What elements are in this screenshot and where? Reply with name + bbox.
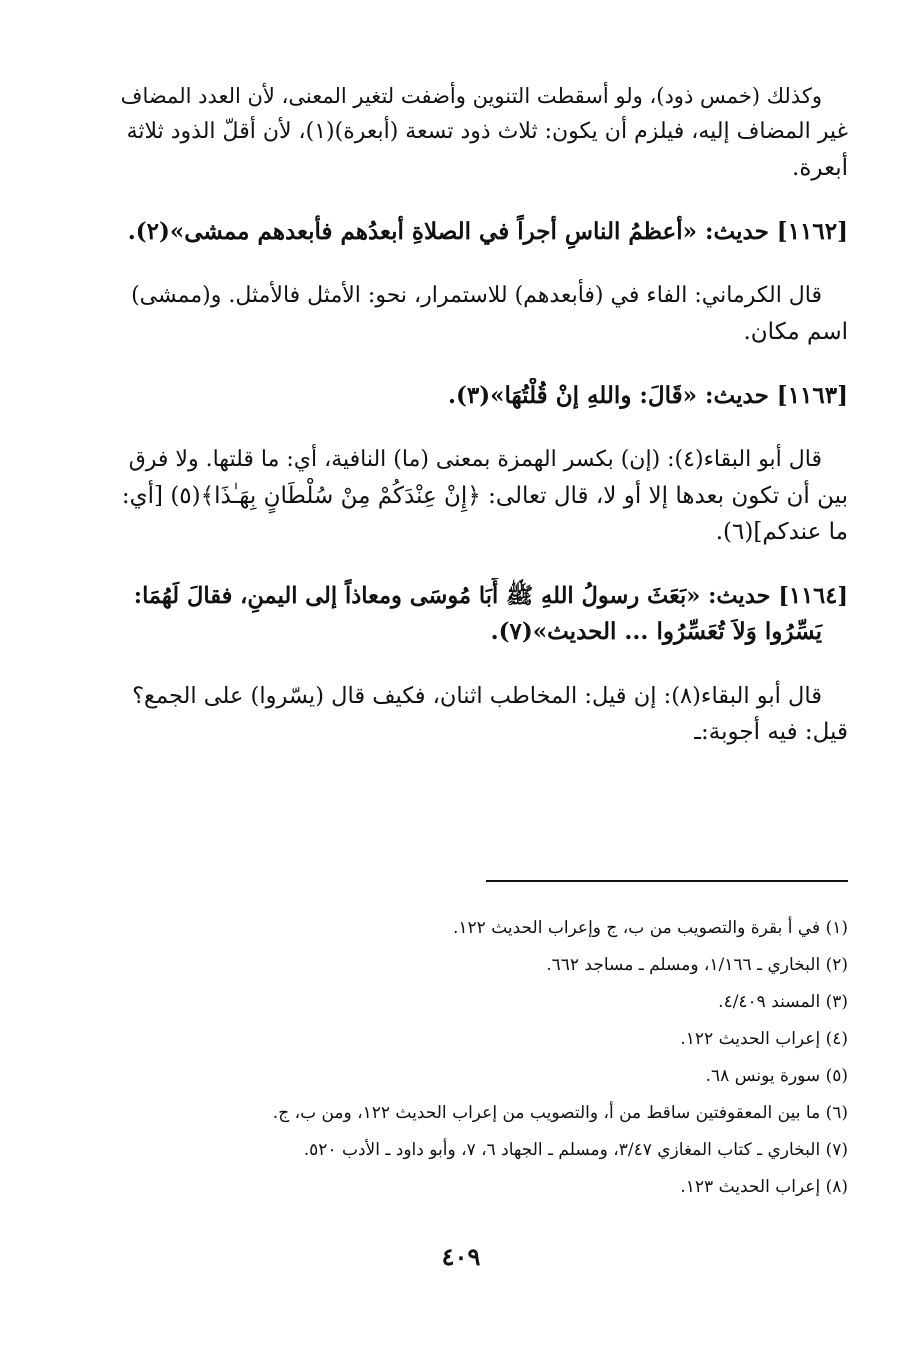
text-line: قال أبو البقاء(٤): (إن) بكسر الهمزة بمعنى (ما) النافية، أي: ما قلتها. ولا فرق <box>128 447 822 472</box>
hadith-line: يَسِّرُوا وَلاَ تُعَسِّرُوا ... الحديث»(٧). <box>490 618 822 645</box>
footnote: (٤) إعراب الحديث ١٢٢. <box>680 1029 848 1049</box>
hadith-line: [١١٦٢] حديث: «أعظمُ الناسِ أجراً في الصلاةِ أبعدُهم فأبعدهم ممشى»(٢). <box>127 218 848 245</box>
text-line: اسم مكان. <box>743 319 848 345</box>
footnote: (٣) المسند ٤/٤٠٩. <box>718 992 848 1012</box>
text-line: بين أن تكون بعدها إلا أو لا، قال تعالى: ﴿إِنْ عِنْدَكُمْ مِنْ سُلْطَانٍ بِهَـٰذَا﴾(٥) [أي: <box>121 483 848 509</box>
footnote: (٧) البخاري ـ كتاب المغازي ٣/٤٧، ومسلم ـ الجهاد ٦، ٧، وأبو داود ـ الأدب ٥٢٠. <box>303 1140 848 1160</box>
paragraph-1 <box>120 78 848 186</box>
footnote: (٦) ما بين المعقوفتين ساقط من أ، والتصويب من إعراب الحديث ١٢٢، ومن ب، ج. <box>272 1103 848 1123</box>
text-line: غير المضاف إليه، فيلزم أن يكون: ثلاث ذود تسعة (أبعرة)(١)، لأن أقلّ الذود ثلاثة <box>126 119 848 144</box>
footnote: (٢) البخاري ـ ١/١٦٦، ومسلم ـ مساجد ٦٦٢. <box>546 955 848 975</box>
hadith-1163 <box>120 378 848 414</box>
hadith-1162 <box>120 214 848 250</box>
text-line: قال الكرماني: الفاء في (فأبعدهم) للاستمرار، نحو: الأمثل فالأمثل. و(ممشى) <box>131 283 822 308</box>
text-line: ما عندكم](٦). <box>715 519 848 545</box>
footnote: (٥) سورة يونس ٦٨. <box>705 1066 848 1086</box>
hadith-line: [١١٦٣] حديث: «قَالَ: واللهِ إنْ قُلْتُهَا»(٣). <box>448 382 848 409</box>
paragraph-abulbaqa-2 <box>120 678 848 750</box>
page-number: ٤٠٩ <box>441 1242 481 1271</box>
text-line: وكذلك (خمس ذود)، ولو أسقطت التنوين وأضفت لتغير المعنى، لأن العدد المضاف <box>120 84 822 108</box>
hadith-1164 <box>120 578 848 650</box>
main-text <box>120 78 848 778</box>
footnote: (٨) إعراب الحديث ١٢٣. <box>680 1177 848 1197</box>
text-line: قيل: فيه أجوبة:ـ <box>694 719 848 745</box>
footnote-divider <box>486 880 848 882</box>
hadith-line: [١١٦٤] حديث: «بَعَثَ رسولُ اللهِ ﷺ أَبَا مُوسَى ومعاذاً إلى اليمنِ، فقالَ لَهُمَا: <box>133 583 848 609</box>
paragraph-abulbaqa-1 <box>120 442 848 550</box>
footnotes <box>150 910 848 1206</box>
text-line: قال أبو البقاء(٨): إن قيل: المخاطب اثنان، فكيف قال (يسّروا) على الجمع؟ <box>132 683 822 709</box>
text-line: أبعرة. <box>792 155 848 181</box>
footnote: (١) في أ بقرة والتصويب من ب، ج وإعراب الحديث ١٢٢. <box>452 918 848 938</box>
paragraph-kirmani <box>120 278 848 350</box>
